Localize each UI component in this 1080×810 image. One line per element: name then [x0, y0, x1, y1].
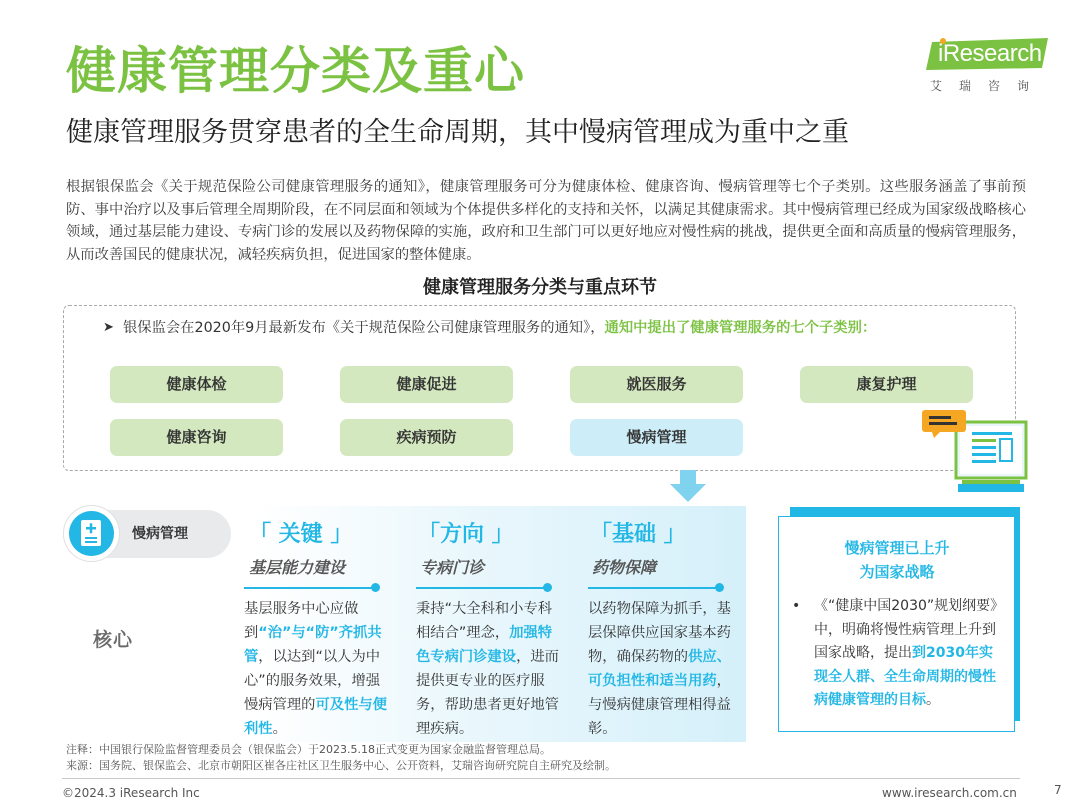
footnote-source: 来源：国务院、银保监会、北京市朝阳区崔各庄社区卫生服务中心、公开资料，艾瑞咨询研究院自主研究及绘制。: [66, 759, 616, 772]
category-health-consult: 健康咨询: [110, 419, 283, 456]
logo-brand-text: iResearch: [938, 40, 1042, 67]
column-direction-sub: 专病门诊: [420, 558, 485, 577]
core-label: 慢病管理: [132, 526, 188, 542]
column-key-body: 基层服务中心应做到“治”与“防”齐抓共管，以达到“以人为中心”的服务效果，增强慢病管理的可及性与便利性。: [244, 601, 387, 737]
footnote: [66, 742, 616, 774]
core-side-label: 核心: [93, 629, 134, 651]
logo-brand-cn: 艾瑞咨询: [930, 79, 1047, 93]
column-foundation-sub: 药物保障: [592, 558, 657, 577]
column-key-dot: [371, 583, 380, 592]
arrow-bullet-icon: ➤: [103, 320, 114, 335]
category-chronic-management: 慢病管理: [570, 419, 743, 456]
category-health-promotion: 健康促进: [340, 366, 513, 403]
column-foundation-dot: [715, 583, 724, 592]
column-direction-line: [416, 587, 548, 589]
column-foundation-line: [588, 587, 720, 589]
notice-highlight: 通知中提出了健康管理服务的七个子类别：: [604, 320, 877, 336]
footnote-note: 注释：中国银行保险监督管理委员会（银保监会）于2023.5.18正式变更为国家金融监督管理总局。: [66, 743, 551, 756]
column-direction-dot: [543, 583, 552, 592]
column-direction-body: 秉持“大全科和小专科相结合”理念，加强特色专病门诊建设，进而提供更专业的医疗服务，帮助患者更好地管理疾病。: [416, 601, 559, 737]
notice-plain: 银保监会在2020年9月最新发布《关于规范保险公司健康管理服务的通知》，: [123, 320, 605, 336]
column-key-head: 「 关键 」: [249, 522, 353, 547]
strategy-title: 慢病管理已上升 为国家战略: [844, 539, 950, 581]
category-medical-service: 就医服务: [570, 366, 743, 403]
column-foundation-head: 「基础 」: [590, 522, 686, 547]
logo-brand-box: [926, 38, 1048, 70]
page-title: 健康管理分类及重心: [66, 42, 525, 100]
column-direction-head: 「方向 」: [418, 522, 514, 547]
column-key-line: [244, 587, 376, 589]
section-title: 健康管理服务分类与重点环节: [423, 277, 657, 298]
category-rehab-care: 康复护理: [800, 366, 973, 403]
down-arrow-icon: [668, 470, 708, 504]
footer-url[interactable]: www.iresearch.com.cn: [882, 786, 1017, 800]
column-key-sub: 基层能力建设: [249, 558, 346, 577]
strategy-body: • 《“健康中国2030”规划纲要》中，明确将慢性病管理上升到国家战略，提出到2030年实现全人群、全生命周期的慢性病健康管理的目标。: [792, 595, 1004, 713]
medical-document-icon: [78, 518, 106, 550]
intro-paragraph: 根据银保监会《关于规范保险公司健康管理服务的通知》，健康管理服务可分为健康体检、健康咨询、慢病管理等七个子类别。这些服务涵盖了事前预防、事中治疗以及事后管理全周期阶段，在不同层面和领域为个体提供多样化的支持和关怀，以满足其健康需求。其中慢病管理已经成为国家级战略核心领域，通过基层能力建设、专病门诊的发展以及药物保障的实施，政府和卫生部门可以更好地应对慢性病的挑战，提供更全面和高质量的慢病管理服务，从而改善国民的健康状况，减轻疾病负担，促进国家的整体健康。: [66, 179, 1026, 263]
iresearch-logo: [918, 38, 1048, 98]
footer-divider: [62, 778, 1020, 779]
page-number: 7: [1054, 783, 1062, 797]
computer-illustration-icon: [920, 408, 1030, 498]
notice-text: [103, 317, 983, 339]
category-health-checkup: 健康体检: [110, 366, 283, 403]
column-foundation-body: 以药物保障为抓手，基层保障供应国家基本药物，确保药物的供应、可负担性和适当用药，与慢病健康管理相得益彰。: [588, 601, 731, 737]
bullet-dot-icon: •: [792, 598, 801, 614]
category-disease-prevention: 疾病预防: [340, 419, 513, 456]
footer-copyright: ©2024.3 iResearch Inc: [62, 786, 200, 800]
page-subtitle: 健康管理服务贯穿患者的全生命周期，其中慢病管理成为重中之重: [66, 117, 849, 148]
